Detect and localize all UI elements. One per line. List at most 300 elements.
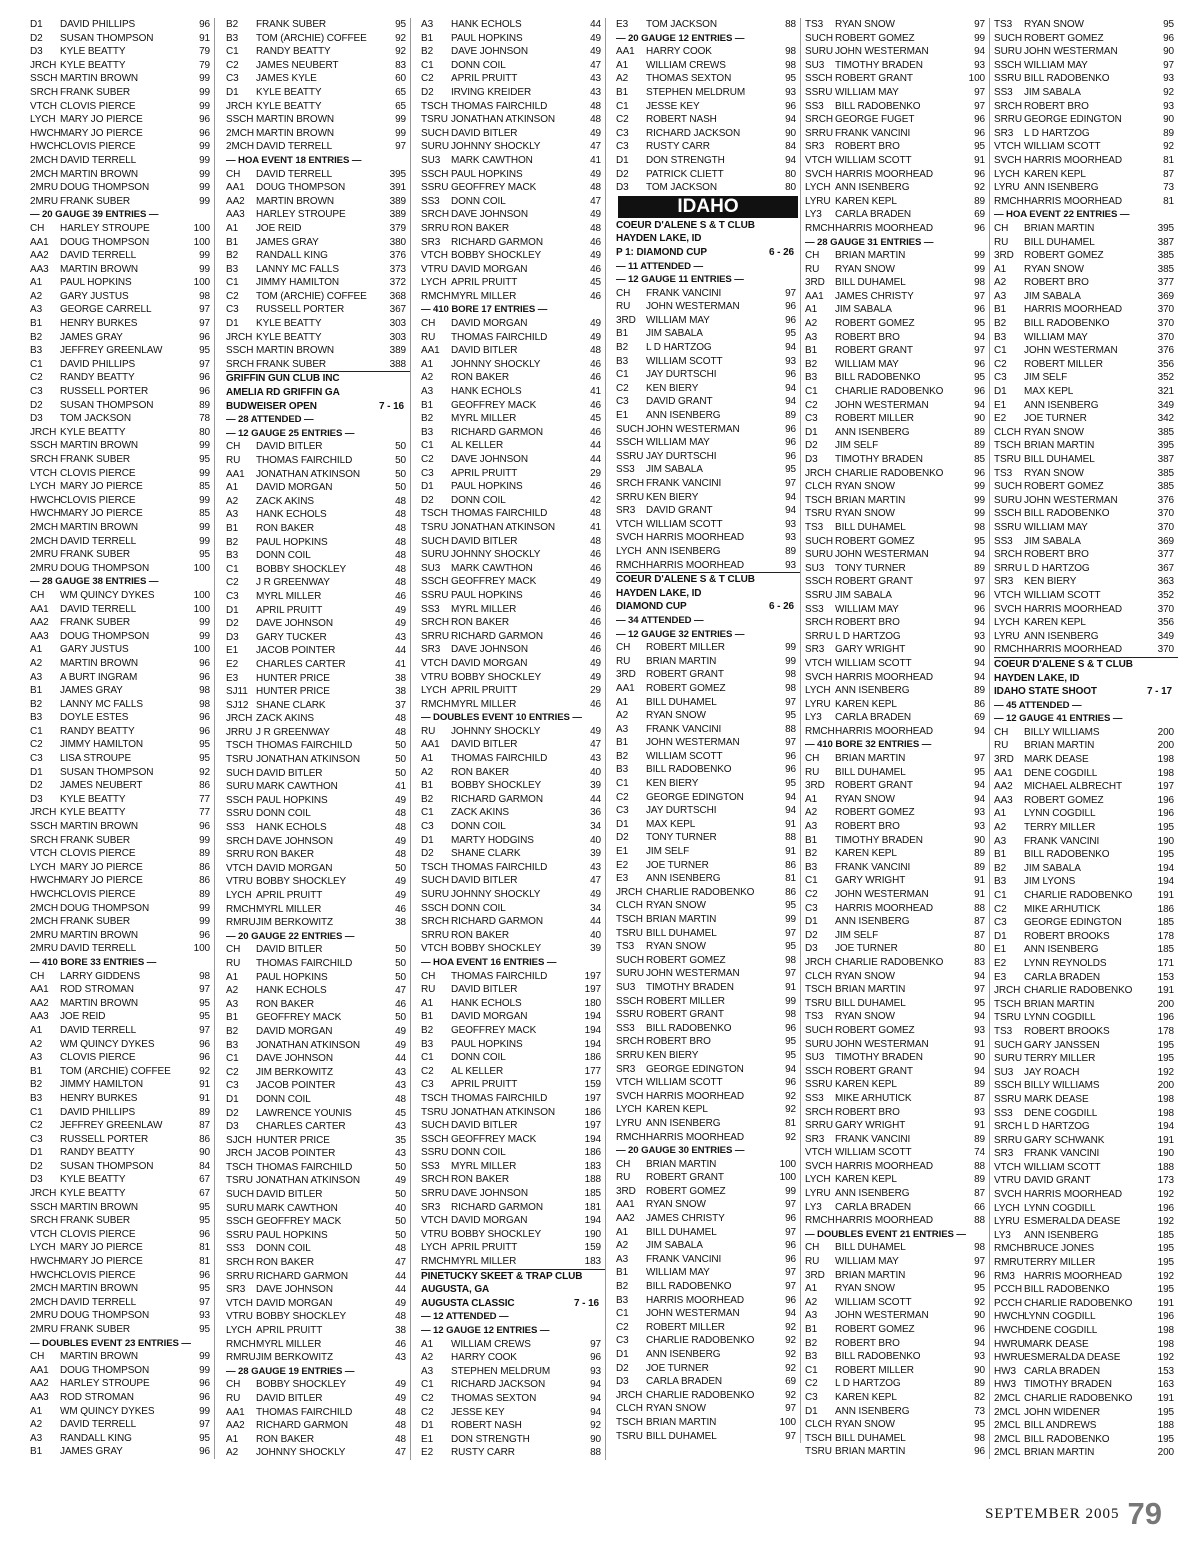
class-code: B2 (30, 698, 43, 710)
shooter-name: SUSAN THOMPSON (60, 32, 154, 44)
class-code: LY3 (805, 712, 822, 724)
shooter-name: CHARLIE RADOBENKO (1024, 1297, 1133, 1309)
shooter-name: DOUG THOMPSON (60, 1364, 150, 1376)
class-code: 2MRU (30, 943, 58, 955)
class-code: C2 (226, 290, 239, 302)
shooter-name: ROBERT GRANT (835, 345, 913, 357)
shooter-name: ROD STROMAN (60, 1391, 134, 1403)
score: 85 (199, 508, 210, 520)
result-row (226, 100, 410, 114)
result-row (805, 671, 989, 685)
class-code: SS3 (421, 1160, 440, 1172)
shooter-name: JOHN WESTERMAN (835, 46, 929, 58)
shooter-name: RICHARD GARMON (256, 1270, 348, 1282)
score: 99 (199, 494, 210, 506)
result-row (421, 1201, 605, 1215)
score: 163 (1157, 1379, 1174, 1391)
score: 94 (785, 154, 796, 166)
shooter-name: DAVE JOHNSON (256, 1284, 333, 1296)
class-code: C1 (421, 440, 434, 452)
club-heading (226, 386, 410, 400)
shooter-name: RYAN SNOW (835, 263, 895, 275)
class-code: C2 (616, 382, 629, 394)
score: 48 (395, 1420, 406, 1432)
shooter-name: LYNN COGDILL (1024, 1202, 1096, 1214)
class-code: HWCH (30, 508, 61, 520)
class-code: SR3 (994, 576, 1014, 588)
class-code: TS3 (994, 467, 1013, 479)
class-code: SR3 (805, 644, 825, 656)
class-code: A2 (226, 495, 239, 507)
shooter-name: LANNY MC FALLS (60, 698, 143, 710)
result-row (616, 954, 800, 968)
shooter-name: ROD STROMAN (60, 984, 134, 996)
result-row (421, 1133, 605, 1147)
club-heading (226, 400, 410, 414)
shooter-name: MICHAEL ALBRECHT (1024, 781, 1123, 793)
result-row (30, 942, 214, 956)
shoot-date: 7 - 16 (574, 1297, 599, 1309)
class-code: 2MCH (30, 916, 58, 928)
result-row (994, 59, 1178, 73)
class-code: HW3 (994, 1379, 1016, 1391)
shooter-name: BRIAN MARTIN (1024, 1447, 1095, 1459)
shooter-name: KAREN KEPL (835, 848, 897, 860)
class-code: B3 (226, 263, 239, 275)
result-row (421, 1119, 605, 1133)
shooter-name: DAVE JOHNSON (256, 618, 333, 630)
shooter-name: APRIL PRUITT (451, 73, 518, 85)
shooter-name: ROBERT GOMEZ (646, 954, 726, 966)
shooter-name: BILL RADOBENKO (646, 1281, 732, 1293)
score: 96 (785, 1213, 796, 1225)
result-row (616, 127, 800, 141)
result-row (994, 1147, 1178, 1161)
result-row (30, 195, 214, 209)
shooter-name: MARTIN BROWN (256, 127, 335, 139)
class-code: HWCH (30, 889, 61, 900)
shooter-name: RANDY BEATTY (256, 46, 331, 58)
result-row (226, 998, 410, 1012)
result-row (994, 1310, 1178, 1324)
shooter-name: WILLIAM MAY (835, 86, 899, 98)
class-code: B2 (994, 318, 1007, 330)
class-code: A2 (805, 318, 818, 330)
shooter-name: BILL RADOBENKO (1024, 1433, 1110, 1445)
result-row (994, 222, 1178, 236)
class-code: C1 (421, 1052, 434, 1064)
class-code: SRRU (421, 630, 449, 642)
class-code: A1 (994, 808, 1007, 820)
class-code: SR3 (994, 1148, 1014, 1160)
score: 46 (395, 1338, 406, 1350)
result-row (30, 1160, 214, 1174)
shooter-name: ROBERT BRO (1024, 549, 1089, 561)
shooter-name: DAVID BITLER (451, 739, 518, 751)
shooter-name: BILL DUHAMEL (646, 1430, 717, 1442)
shooter-name: ROBERT GRANT (835, 73, 913, 85)
result-row (805, 929, 989, 943)
shooter-name: MARTIN BROWN (60, 521, 139, 533)
score: 45 (395, 1107, 406, 1119)
class-code: 2MRU (30, 195, 58, 207)
result-row (994, 875, 1178, 889)
result-row (30, 100, 214, 114)
shooter-name: HARRIS MOORHEAD (835, 671, 933, 683)
score: 89 (974, 1378, 985, 1390)
class-code: SSCH (421, 168, 449, 180)
shooter-name: HANK ECHOLS (256, 509, 327, 521)
score: 94 (974, 1337, 985, 1349)
score: 95 (785, 328, 796, 340)
shooter-name: PAUL HOPKINS (256, 971, 328, 983)
result-row (994, 916, 1178, 930)
result-row (616, 940, 800, 954)
class-code: 2MRU (30, 929, 58, 941)
class-code: A3 (30, 304, 43, 316)
result-row (226, 1324, 410, 1338)
class-code: TSCH (994, 998, 1021, 1010)
score: 88 (590, 1447, 601, 1459)
score: 98 (785, 46, 796, 58)
score: 43 (395, 1352, 406, 1364)
score: 186 (584, 1052, 601, 1064)
class-code: B1 (805, 1324, 818, 1335)
shooter-name: BRIAN MARTIN (1024, 222, 1095, 234)
shooter-name: BRIAN MARTIN (835, 250, 906, 262)
shooter-name: GEORGE EDINGTON (646, 1063, 744, 1075)
shooter-name: BILL DUHAMEL (1024, 236, 1095, 248)
result-row (30, 276, 214, 290)
score: 97 (974, 100, 985, 112)
shooter-name: ROBERT MILLER (646, 642, 725, 654)
score: 91 (785, 981, 796, 993)
result-row (805, 575, 989, 589)
class-code: LYRU (805, 195, 831, 207)
result-row (805, 1038, 989, 1052)
score: 85 (974, 454, 985, 465)
shooter-name: FRANK SUBER (60, 617, 131, 629)
class-code: SS3 (805, 1092, 824, 1104)
score: 94 (974, 46, 985, 58)
score: 196 (1157, 1202, 1174, 1214)
class-code: E1 (616, 410, 629, 422)
result-row (226, 1039, 410, 1053)
result-row (226, 263, 410, 277)
result-row (616, 981, 800, 995)
event-heading: — 12 GAUGE 41 ENTRIES — (994, 713, 1123, 725)
result-row (226, 495, 410, 509)
score: 50 (395, 455, 406, 466)
shooter-name: ROBERT BROOKS (1024, 1025, 1110, 1037)
shooter-name: RYAN SNOW (835, 19, 895, 30)
shooter-name: ZACK AKINS (256, 713, 314, 725)
shooter-name: APRIL PRUITT (256, 890, 323, 901)
result-row (421, 1051, 605, 1065)
result-row (616, 1430, 800, 1444)
score: 153 (1157, 1365, 1174, 1377)
result-row (421, 127, 605, 141)
class-code: B3 (226, 550, 239, 562)
shooter-name: HARRIS MOORHEAD (646, 1090, 744, 1102)
score: 43 (590, 73, 601, 85)
shooter-name: BILL RADOBENKO (1024, 508, 1110, 520)
score: 93 (974, 807, 985, 819)
result-row (421, 1106, 605, 1120)
score: 196 (1157, 1311, 1174, 1323)
shooter-name: DOYLE ESTES (60, 712, 129, 724)
score: 91 (974, 1038, 985, 1050)
score: 159 (584, 1079, 601, 1091)
shooter-name: JOHN WESTERMAN (1024, 494, 1118, 506)
shooter-name: APRIL PRUITT (451, 1242, 518, 1254)
score: 379 (389, 222, 406, 234)
class-code: SURU (421, 549, 449, 561)
score: 200 (1157, 1080, 1174, 1092)
shooter-name: CLOVIS PIERCE (60, 848, 136, 860)
class-code: 2MRU (30, 182, 58, 194)
result-row (226, 1338, 410, 1352)
shooter-name: JIM SABALA (1024, 535, 1081, 547)
score: 44 (395, 1053, 406, 1065)
score: 50 (395, 1012, 406, 1024)
shooter-name: GARY WRIGHT (835, 875, 906, 887)
score: 48 (590, 100, 601, 112)
score: 368 (389, 290, 406, 302)
result-row (30, 236, 214, 250)
class-code: D1 (616, 154, 629, 166)
result-row (30, 1309, 214, 1323)
result-row (994, 1419, 1178, 1433)
shooter-name: DAVID TERRELL (60, 250, 137, 262)
class-code: SS3 (994, 86, 1013, 98)
score: 178 (1157, 930, 1174, 942)
score: 95 (199, 1283, 210, 1295)
score: 95 (785, 710, 796, 722)
shooter-name: IRVING KREIDER (451, 86, 532, 98)
result-row (994, 589, 1178, 603)
class-code: B3 (805, 1351, 818, 1363)
shooter-name: MARY JO PIERCE (60, 481, 143, 493)
shooter-name: HARRY COOK (646, 46, 712, 58)
shooter-name: MARTIN BROWN (256, 345, 335, 357)
class-code: C3 (616, 127, 629, 139)
shooter-name: JIM BERKOWITZ (256, 917, 334, 929)
shooter-name: RICHARD JACKSON (451, 1379, 546, 1391)
shooter-name: DAVID PHILLIPS (60, 19, 136, 30)
class-code: RU (421, 984, 436, 996)
issue-date: SEPTEMBER 2005 (985, 1506, 1120, 1522)
score: 186 (584, 1147, 601, 1159)
event-heading: — 12 ATTENDED — (421, 1311, 509, 1323)
score: 94 (974, 970, 985, 982)
shooter-name: MAX KEPL (646, 818, 696, 830)
shooter-name: ROBERT BRO (835, 1106, 900, 1118)
shoot-date: 7 - 16 (379, 400, 404, 412)
shooter-name: MARTIN BROWN (256, 114, 335, 126)
result-row (616, 1022, 800, 1036)
score: 98 (785, 59, 796, 71)
score: 99 (199, 1351, 210, 1363)
score: 40 (590, 929, 601, 941)
score: 93 (785, 559, 796, 571)
shooter-name: THOMAS FAIRCHILD (256, 740, 353, 752)
class-code: SRRU (226, 849, 254, 861)
class-code: SSCH (421, 1133, 449, 1145)
class-code: SU3 (994, 1066, 1014, 1078)
result-row (226, 617, 410, 631)
class-code: JRCH (616, 886, 643, 898)
result-row (805, 113, 989, 127)
shooter-name: HARRIS MOORHEAD (835, 725, 933, 737)
class-code: B2 (994, 862, 1007, 874)
score: 95 (199, 753, 210, 765)
result-row (226, 1215, 410, 1229)
class-code: D2 (616, 1362, 629, 1374)
class-code: SRCH (421, 617, 449, 629)
score: 89 (199, 399, 210, 411)
score: 99 (199, 535, 210, 547)
class-code: SSRU (226, 1229, 254, 1241)
result-row (805, 793, 989, 807)
class-code: C1 (226, 46, 239, 58)
result-row (805, 820, 989, 834)
result-row (30, 874, 214, 888)
result-row (30, 1201, 214, 1215)
shooter-name: L D HARTZOG (835, 1378, 901, 1390)
shooter-name: MARK CAWTHON (256, 781, 338, 793)
result-row (805, 453, 989, 467)
result-row (994, 399, 1178, 413)
result-row (994, 168, 1178, 182)
score: 92 (785, 1362, 796, 1374)
class-code: C2 (30, 372, 43, 384)
shooter-name: THOMAS FAIRCHILD (256, 1161, 353, 1173)
class-code: A2 (994, 277, 1007, 289)
class-code: VTCH (805, 154, 832, 166)
result-row (421, 942, 605, 956)
score: 96 (974, 603, 985, 615)
result-row (421, 888, 605, 902)
club-text: DIAMOND CUP (616, 601, 687, 613)
score: 94 (785, 491, 796, 503)
class-code: CH (421, 318, 436, 330)
score: 97 (785, 696, 796, 708)
class-code: TS3 (616, 941, 635, 953)
shooter-name: JACOB POINTER (256, 1148, 336, 1160)
shooter-name: FRANK VANCINI (835, 1133, 911, 1145)
score: 197 (584, 970, 601, 982)
shooter-name: JIM SELF (1024, 372, 1068, 384)
class-code: RU (994, 740, 1009, 752)
result-row (30, 358, 214, 372)
score: 50 (395, 862, 406, 874)
shooter-name: JOHN WIDENER (1024, 1406, 1101, 1418)
shooter-name: JAMES GRAY (60, 331, 123, 343)
class-code: C3 (30, 753, 43, 765)
class-code: SR3 (616, 505, 636, 517)
class-code: A3 (226, 509, 239, 521)
score: 40 (395, 1202, 406, 1214)
score: 367 (389, 304, 406, 316)
class-code: A2 (30, 1419, 43, 1431)
result-row (421, 684, 605, 698)
score: 95 (974, 997, 985, 1009)
score: 93 (974, 1106, 985, 1118)
result-row (616, 395, 800, 409)
result-row (421, 331, 605, 345)
score: 42 (590, 494, 601, 506)
shooter-name: TIMOTHY BRADEN (835, 1052, 923, 1064)
result-row (226, 536, 410, 550)
result-row (616, 491, 800, 505)
class-code: SSCH (421, 902, 449, 914)
shooter-name: PAUL HOPKINS (256, 794, 328, 806)
class-code: TS3 (805, 1011, 824, 1023)
class-code: A3 (226, 998, 239, 1010)
shooter-name: RYAN SNOW (1024, 467, 1084, 479)
shooter-name: ROBERT MILLER (1024, 358, 1103, 370)
result-row (30, 861, 214, 875)
result-row (30, 983, 214, 997)
class-code: LYCH (226, 890, 252, 901)
result-row (421, 1433, 605, 1447)
shooter-name: FRANK SUBER (60, 1324, 131, 1335)
class-code: CH (616, 287, 631, 299)
score: 99 (199, 1405, 210, 1417)
result-row (421, 970, 605, 984)
class-code: A3 (805, 821, 818, 833)
score: 84 (199, 1160, 210, 1172)
score: 100 (193, 277, 210, 289)
class-code: LYCH (805, 1174, 831, 1186)
score: 373 (389, 263, 406, 275)
result-row (226, 1079, 410, 1093)
score: 41 (590, 154, 601, 166)
shooter-name: MARTY HODGINS (451, 834, 534, 846)
shooter-name: JAY DURTSCHI (646, 450, 717, 462)
class-code: LYCH (30, 1242, 56, 1254)
result-row (994, 726, 1178, 740)
shooter-name: MARTIN BROWN (60, 440, 139, 452)
shooter-name: KEN BIERY (646, 778, 699, 790)
score: 97 (199, 984, 210, 996)
score: 93 (974, 821, 985, 833)
shooter-name: RYAN SNOW (646, 900, 706, 912)
score: 92 (1163, 141, 1174, 153)
score: 96 (199, 1446, 210, 1458)
class-code: B3 (805, 372, 818, 384)
result-row (226, 468, 410, 482)
score: 349 (1157, 630, 1174, 642)
result-row (616, 845, 800, 859)
class-code: SVCH (994, 603, 1022, 615)
shooter-name: THOMAS SEXTON (646, 73, 732, 85)
class-code: E1 (226, 645, 239, 657)
result-row (226, 807, 410, 821)
shooter-name: WILLIAM SCOTT (646, 1077, 723, 1089)
class-code: B3 (30, 712, 43, 724)
result-row (805, 1377, 989, 1391)
score: 95 (199, 997, 210, 1009)
class-code: CLCH (805, 970, 832, 982)
result-row (226, 862, 410, 876)
result-row (226, 1270, 410, 1284)
class-code: E2 (421, 1447, 434, 1459)
score: 97 (785, 737, 796, 749)
score: 95 (199, 739, 210, 751)
class-code: RMCH (994, 1243, 1024, 1255)
